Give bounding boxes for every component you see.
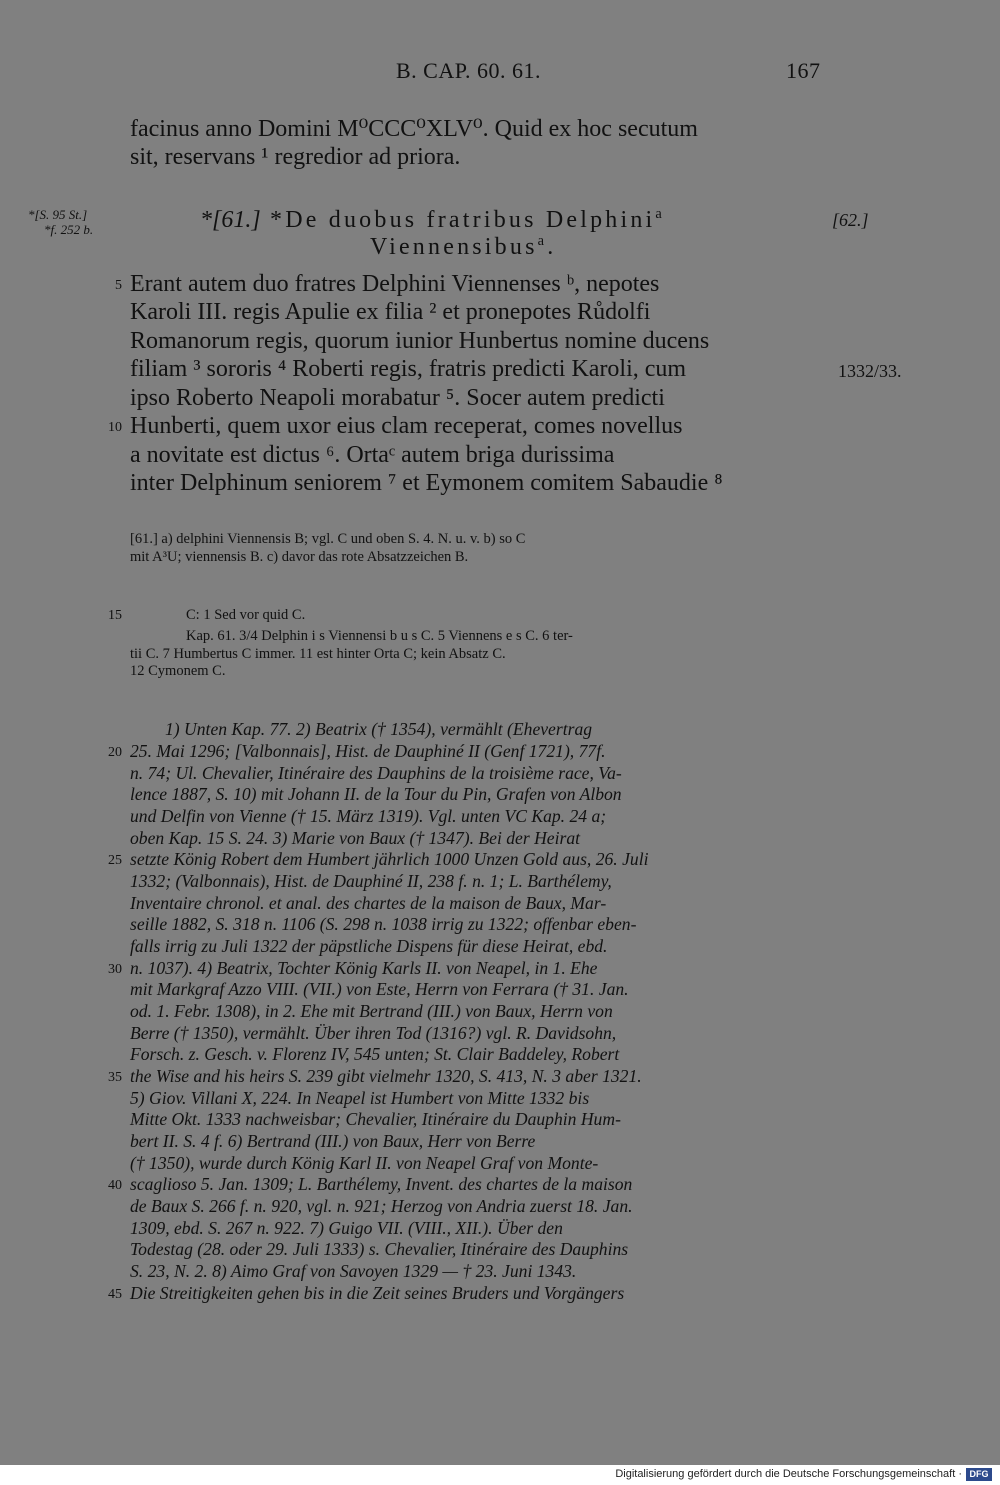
body-line-6: Hunberti, quem uxor eius clam receperat, comes novellus [130, 413, 683, 439]
note-line-24: 1309, ebd. S. 267 n. 922. 7) Guigo VII. (VIII., XII.). Über den [130, 1218, 563, 1238]
margin-ref-1: *[S. 95 St.] [28, 207, 88, 222]
footer-bar [0, 1465, 1000, 1485]
note-line-12: n. 1037). 4) Beatrix, Tochter König Karls II. von Neapel, in 1. Ehe [130, 958, 598, 978]
page-number: 167 [786, 58, 821, 83]
note-line-2: 25. Mai 1296; [Valbonnais], Hist. de Dauphiné II (Genf 1721), 77f. [130, 741, 606, 761]
c-apparatus-line-1: C: 1 Sed vor quid C. [186, 607, 306, 623]
note-line-16: Forsch. z. Gesch. v. Florenz IV, 545 unten; St. Clair Baddeley, Robert [130, 1044, 620, 1064]
variant-line-1: [61.] a) delphini Viennensis B; vgl. C und oben S. 4. N. u. v. b) so C [130, 531, 526, 547]
body-line-8: inter Delphinum seniorem ⁷ et Eymonem comitem Sabaudie ⁸ [130, 470, 723, 496]
body-line-4: filiam ³ sororis ⁴ Roberti regis, fratris predicti Karoli, cum [130, 356, 687, 382]
chapter-number: *[61.] [200, 207, 261, 233]
line-number-15: 15 [108, 608, 122, 623]
continuation-line-1: facinus anno Domini M⁰CCC⁰XLV⁰. Quid ex hoc secutum [130, 116, 698, 142]
note-line-7: setzte König Robert dem Humbert jährlich 1000 Unzen Gold aus, 26. Juli [130, 849, 649, 869]
chapter-title-line-2: Viennensibus$^a$. [370, 233, 557, 260]
note-line-18: 5) Giov. Villani X, 224. In Neapel ist Humbert von Mitte 1332 bis [130, 1088, 590, 1108]
note-line-27: Die Streitigkeiten gehen bis in die Zeit seines Bruders und Vorgängers [130, 1283, 625, 1303]
line-number-20: 20 [108, 745, 122, 760]
line-number-40: 40 [108, 1178, 122, 1193]
footer-credit: Digitalisierung gefördert durch die Deutsche Forschungsgemeinschaft · [615, 1468, 962, 1480]
variant-line-2: mit A³U; viennensis B. c) davor das rote Absatzzeichen B. [130, 549, 469, 565]
c-apparatus-line-3: tii C. 7 Humbertus C immer. 11 est hinter Orta C; kein Absatz C. [130, 646, 506, 662]
note-line-19: Mitte Okt. 1333 nachweisbar; Chevalier, Itinéraire du Dauphin Hum- [130, 1109, 621, 1129]
body-line-3: Romanorum regis, quorum iunior Hunbertus nomine ducens [130, 328, 710, 354]
note-line-20: bert II. S. 4 f. 6) Bertrand (III.) von Baux, Herr von Berre [130, 1131, 536, 1151]
c-apparatus-line-4: 12 Cymonem C. [130, 663, 226, 679]
margin-date: 1332/33. [838, 361, 902, 381]
body-line-5: ipso Roberto Neapoli morabatur ⁵. Socer autem predicti [130, 385, 665, 411]
note-line-21: († 1350), wurde durch König Karl II. von Neapel Graf von Monte- [130, 1153, 599, 1173]
line-number-10: 10 [108, 420, 122, 435]
body-line-1: Erant autem duo fratres Delphini Viennenses ᵇ, nepotes [130, 271, 660, 297]
line-number-5: 5 [115, 278, 122, 293]
note-line-26: S. 23, N. 2. 8) Aimo Graf von Savoyen 1329 — † 23. Juni 1343. [130, 1261, 577, 1281]
line-number-35: 35 [108, 1070, 122, 1085]
note-line-15: Berre († 1350), vermählt. Über ihren Tod (1316?) vgl. R. Davidsohn, [130, 1023, 617, 1043]
line-number-45: 45 [108, 1287, 122, 1302]
note-line-10: seille 1882, S. 318 n. 1106 (S. 298 n. 1038 irrig zu 1322; offenbar eben- [130, 914, 637, 934]
note-line-4: lence 1887, S. 10) mit Johann II. de la Tour du Pin, Grafen von Albon [130, 784, 622, 804]
note-line-11: falls irrig zu Juli 1322 der päpstliche Dispens für diese Heirat, ebd. [130, 936, 608, 956]
body-line-7: a novitate est dictus ⁶. Ortaᶜ autem briga durissima [130, 442, 615, 468]
note-line-23: de Baux S. 266 f. n. 920, vgl. n. 921; Herzog von Andria zuerst 18. Jan. [130, 1196, 633, 1216]
note-line-22: scaglioso 5. Jan. 1309; L. Barthélemy, Invent. des chartes de la maison [130, 1174, 633, 1194]
line-number-30: 30 [108, 962, 122, 977]
note-line-14: od. 1. Febr. 1308), in 2. Ehe mit Bertrand (III.) von Baux, Herrn von [130, 1001, 613, 1021]
note-line-1: 1) Unten Kap. 77. 2) Beatrix († 1354), vermählt (Ehevertrag [165, 719, 593, 739]
note-line-8: 1332; (Valbonnais), Hist. de Dauphiné II, 238 f. n. 1; L. Barthélemy, [130, 871, 612, 891]
margin-ref-2: *f. 252 b. [44, 222, 94, 237]
continuation-line-2: sit, reservans ¹ regredior ad priora. [130, 144, 461, 170]
dfg-logo: DFG [966, 1468, 992, 1481]
chapter-title-line-1: *De duobus fratribus Delphini$^a$ [270, 206, 666, 233]
note-line-6: oben Kap. 15 S. 24. 3) Marie von Baux († 1347). Bei der Heirat [130, 828, 581, 848]
line-number-25: 25 [108, 853, 122, 868]
note-line-9: Inventaire chronol. et anal. des chartes de la maison de Baux, Mar- [130, 893, 607, 913]
chapter-right-number: [62.] [832, 210, 869, 230]
note-line-13: mit Markgraf Azzo VIII. (VII.) von Este, Herrn von Ferrara († 31. Jan. [130, 979, 629, 999]
running-title: B. CAP. 60. 61. [396, 58, 542, 83]
c-apparatus-line-2: Kap. 61. 3/4 Delphin i s Viennensi b u s C. 5 Viennens e s C. 6 ter- [186, 628, 573, 644]
note-line-25: Todestag (28. oder 29. Juli 1333) s. Chevalier, Itinéraire des Dauphins [130, 1239, 629, 1259]
body-line-2: Karoli III. regis Apulie ex filia ² et pronepotes Růdolfi [130, 299, 651, 325]
note-line-5: und Delfin von Vienne († 15. März 1319). Vgl. unten VC Kap. 24 a; [130, 806, 607, 826]
note-line-3: n. 74; Ul. Chevalier, Itinéraire des Dauphins de la troisième race, Va- [130, 763, 622, 783]
note-line-17: the Wise and his heirs S. 239 gibt vielmehr 1320, S. 413, N. 3 aber 1321. [130, 1066, 642, 1086]
